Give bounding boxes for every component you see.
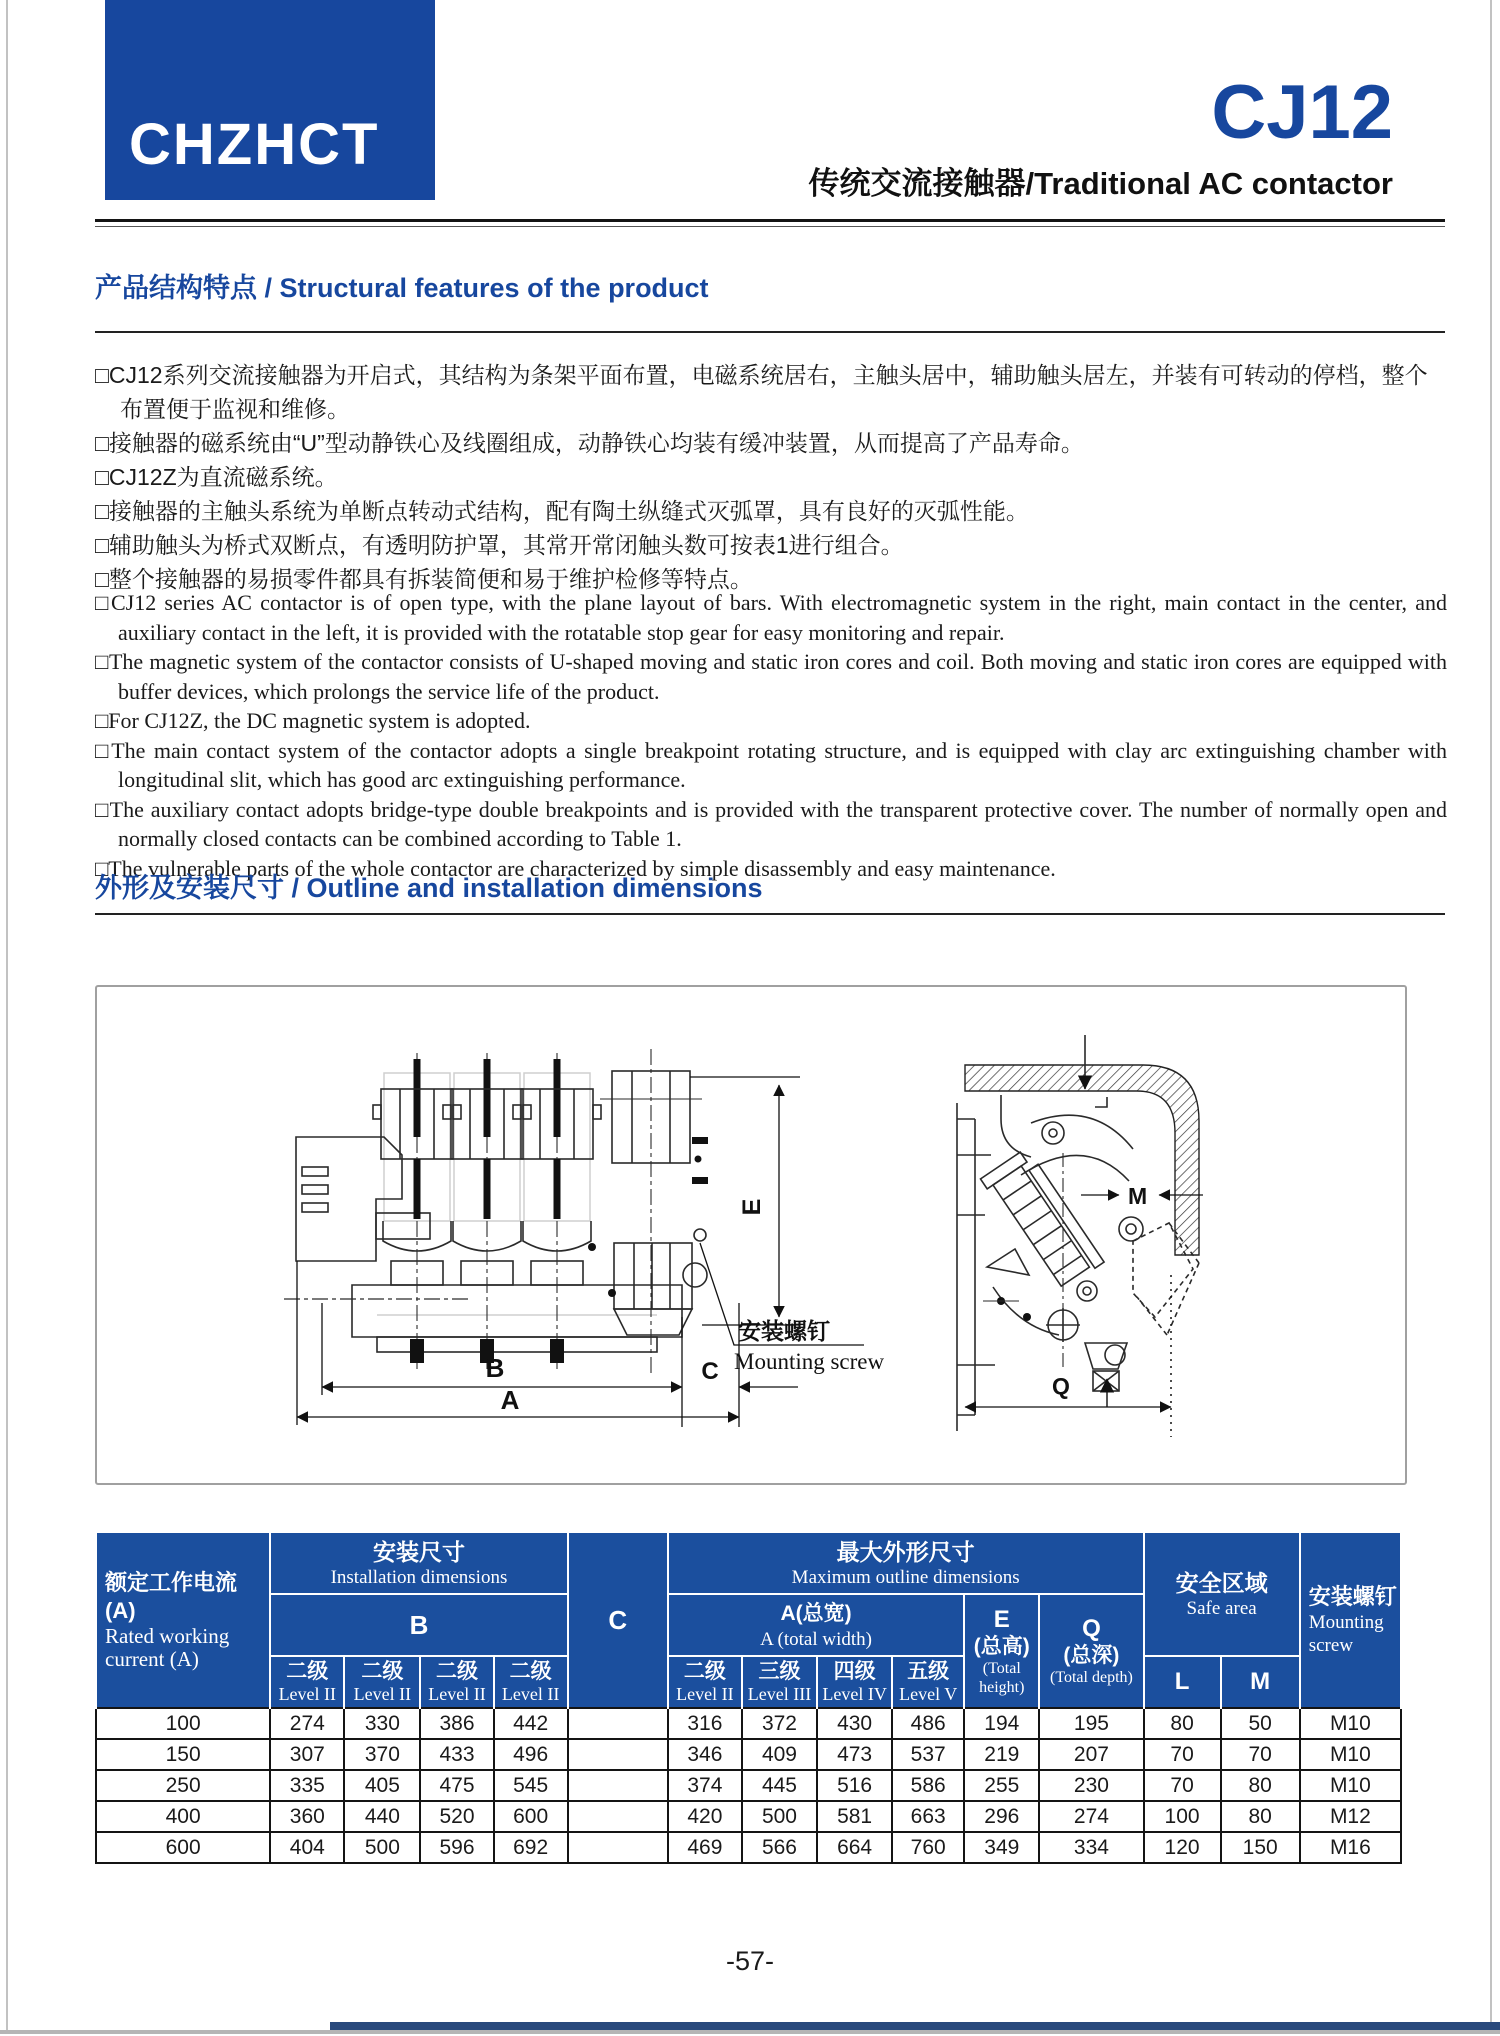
cell-a: 316 — [668, 1708, 742, 1739]
cell-q: 274 — [1039, 1801, 1143, 1832]
cell-a: 469 — [668, 1832, 742, 1863]
cell-l: 80 — [1144, 1708, 1221, 1739]
cell-a: 760 — [892, 1832, 964, 1863]
header-e-letter: E — [993, 1605, 1010, 1633]
header-divider — [95, 219, 1445, 227]
header-b-level-2 — [344, 1656, 420, 1708]
cell-b: 330 — [344, 1708, 420, 1739]
cell-a: 374 — [668, 1770, 742, 1801]
cell-b: 433 — [420, 1739, 493, 1770]
cell-a: 664 — [817, 1832, 892, 1863]
header-safe-area-zh: 安全区域 — [1175, 1569, 1268, 1596]
header-mounting-screw-zh: 安装螺钉 — [1308, 1584, 1397, 1609]
section-title-features: 产品结构特点 / Structural features of the product — [95, 273, 709, 303]
cell-a: 372 — [742, 1708, 817, 1739]
cell-c — [568, 1801, 668, 1832]
wall-hatch — [965, 1065, 1199, 1255]
header-max-outline — [668, 1532, 1144, 1594]
cell-current: 250 — [96, 1770, 270, 1801]
header-a-en: A (total width) — [760, 1628, 872, 1650]
page-edge-right — [1490, 0, 1492, 2032]
cell-b: 520 — [420, 1801, 493, 1832]
level-en: Level II — [278, 1684, 337, 1704]
table-row — [96, 1708, 1401, 1739]
cell-m: 50 — [1221, 1708, 1300, 1739]
mounting-screw-label-en: Mounting screw — [734, 1349, 885, 1374]
cell-b: 274 — [270, 1708, 344, 1739]
level-zh: 四级 — [833, 1660, 876, 1683]
section-title-dimensions: 外形及安装尺寸 / Outline and installation dimensions — [95, 873, 763, 903]
feature-bullet-en: □The main contact system of the contactor adopts a single breakpoint rotating structure, and is equipped with clay arc extinguishing chamber with longitudinal slit, which has good arc extinguishing performance. — [95, 737, 1447, 792]
level-zh: 三级 — [758, 1660, 801, 1683]
cell-b: 370 — [344, 1739, 420, 1770]
front-view-drawing — [282, 1047, 902, 1452]
header-m-letter: M — [1250, 1668, 1271, 1695]
cell-a: 586 — [892, 1770, 964, 1801]
level-en: Level II — [676, 1684, 734, 1704]
header-mounting-screw — [1300, 1532, 1401, 1708]
table-row — [96, 1739, 1401, 1770]
level-en: Level IV — [822, 1684, 887, 1704]
cell-b: 440 — [344, 1801, 420, 1832]
feature-bullet-zh: □接触器的主触头系统为单断点转动式结构，配有陶土纵缝式灭弧罩，具有良好的灭弧性能。 — [95, 498, 1029, 524]
cell-l: 120 — [1144, 1832, 1221, 1863]
header-max-outline-en: Maximum outline dimensions — [791, 1566, 1020, 1588]
header-installation-en: Installation dimensions — [330, 1566, 508, 1588]
cell-a: 486 — [892, 1708, 964, 1739]
feature-bullet-en: □The auxiliary contact adopts bridge-type double breakpoints and is provided with the transparent protective cover. The number of normally open and normally closed contacts can be combined according to Table 1. — [95, 796, 1447, 851]
header-b-level-1 — [270, 1656, 344, 1708]
header-a-level-2 — [668, 1656, 742, 1708]
header-q-en: (Total depth) — [1050, 1669, 1133, 1686]
cell-c — [568, 1739, 668, 1770]
cell-c — [568, 1770, 668, 1801]
cell-b: 500 — [344, 1832, 420, 1863]
level-zh: 二级 — [509, 1660, 552, 1683]
header-max-outline-zh: 最大外形尺寸 — [836, 1538, 975, 1565]
cell-b: 442 — [494, 1708, 568, 1739]
cell-l: 70 — [1144, 1739, 1221, 1770]
section-divider-dimensions — [95, 913, 1445, 915]
table-row — [96, 1801, 1401, 1832]
cell-e: 296 — [964, 1801, 1039, 1832]
header-safe-area-en: Safe area — [1186, 1597, 1257, 1619]
level-zh: 二级 — [286, 1660, 329, 1683]
header-b-level-4 — [494, 1656, 568, 1708]
cell-a: 537 — [892, 1739, 964, 1770]
header-safe-area — [1144, 1532, 1300, 1656]
product-subtitle: 传统交流接触器/Traditional AC contactor — [808, 166, 1393, 201]
cell-current: 400 — [96, 1801, 270, 1832]
cell-b: 386 — [420, 1708, 493, 1739]
cell-a: 500 — [742, 1801, 817, 1832]
cell-a: 581 — [817, 1801, 892, 1832]
header-col-b — [270, 1594, 567, 1656]
header-rated-current-zh: 额定工作电流(A) — [105, 1570, 238, 1623]
cell-screw: M10 — [1300, 1739, 1401, 1770]
product-model-title: CJ12 — [1211, 70, 1393, 155]
cell-c — [568, 1832, 668, 1863]
header-b-letter: B — [409, 1609, 429, 1640]
cell-b: 600 — [494, 1801, 568, 1832]
cell-b: 404 — [270, 1832, 344, 1863]
cell-b: 405 — [344, 1770, 420, 1801]
feature-bullet-en: □The vulnerable parts of the whole contactor are characterized by simple disassembly and easy maintenance. — [95, 855, 1056, 881]
feature-bullet-zh: □接触器的磁系统由“U”型动静铁心及线圈组成，动静铁心均装有缓冲装置，从而提高了产品寿命。 — [95, 430, 1084, 456]
mounting-screw-label-zh: 安装螺钉 — [738, 1318, 830, 1344]
cell-l: 70 — [1144, 1770, 1221, 1801]
level-zh: 五级 — [907, 1660, 950, 1683]
feature-bullet-en: □The magnetic system of the contactor consists of U-shaped moving and static iron cores and coil. Both moving and static iron cores are equipped with buffer devices, which prolongs the service life of the product. — [95, 649, 1447, 704]
cell-m: 70 — [1221, 1739, 1300, 1770]
cell-q: 230 — [1039, 1770, 1143, 1801]
cell-screw: M16 — [1300, 1832, 1401, 1863]
header-q-zh: (总深) — [1063, 1644, 1120, 1667]
cell-screw: M10 — [1300, 1770, 1401, 1801]
cell-e: 194 — [964, 1708, 1039, 1739]
cell-e: 255 — [964, 1770, 1039, 1801]
cell-current: 100 — [96, 1708, 270, 1739]
cell-a: 420 — [668, 1801, 742, 1832]
level-en: Level V — [899, 1684, 958, 1704]
feature-bullet-zh: □CJ12系列交流接触器为开启式，其结构为条架平面布置，电磁系统居右，主触头居中，辅助触头居左，并装有可转动的停档，整个布置便于监视和维修。 — [95, 362, 1428, 422]
cell-a: 516 — [817, 1770, 892, 1801]
feature-bullet-en: □CJ12 series AC contactor is of open type, with the plane layout of bars. With electromagnetic system in the right, main contact in the center, and auxiliary contact in the left, it is provided with the rotatable stop gear for easy monitoring and repair. — [95, 590, 1447, 645]
cell-b: 475 — [420, 1770, 493, 1801]
cell-a: 445 — [742, 1770, 817, 1801]
feature-bullet-zh: □CJ12Z为直流磁系统。 — [95, 464, 338, 490]
header-col-l — [1144, 1656, 1221, 1708]
cell-b: 360 — [270, 1801, 344, 1832]
cell-a: 473 — [817, 1739, 892, 1770]
cell-b: 596 — [420, 1832, 493, 1863]
cell-b: 545 — [494, 1770, 568, 1801]
cell-m: 150 — [1221, 1832, 1300, 1863]
level-en: Level II — [501, 1684, 560, 1704]
cell-screw: M10 — [1300, 1708, 1401, 1739]
header-a-level-4 — [817, 1656, 892, 1708]
dimension-lines — [297, 1077, 864, 1427]
dim-label-a: A — [500, 1385, 520, 1415]
dim-label-q: Q — [1052, 1373, 1070, 1399]
feature-bullet-zh: □整个接触器的易损零件都具有拆装简便和易于维护检修等特点。 — [95, 566, 753, 592]
dim-label-e: E — [738, 1198, 766, 1216]
header-col-e — [964, 1594, 1039, 1708]
level-zh: 二级 — [683, 1660, 726, 1683]
header-a-zh: A(总宽) — [780, 1601, 852, 1625]
level-zh: 二级 — [361, 1660, 404, 1683]
level-zh: 二级 — [436, 1660, 478, 1683]
header-a-level-5 — [892, 1656, 964, 1708]
level-en: Level II — [428, 1684, 486, 1704]
page-edge-bottom — [0, 2030, 1500, 2034]
contactor-front-linework — [284, 1049, 708, 1377]
dimensions-table — [95, 1531, 1402, 1864]
header-installation-zh: 安装尺寸 — [372, 1538, 465, 1565]
outline-drawing-panel — [95, 985, 1407, 1485]
cell-m: 80 — [1221, 1801, 1300, 1832]
feature-bullet-zh: □辅助触头为桥式双断点，有透明防护罩，其常开常闭触头数可按表1进行组合。 — [95, 532, 904, 558]
dim-label-m: M — [1128, 1183, 1148, 1209]
features-bullets-chinese — [95, 358, 1447, 596]
header-a-total-width — [668, 1594, 964, 1656]
header-rated-current — [96, 1532, 270, 1708]
cell-current: 150 — [96, 1739, 270, 1770]
cell-a: 346 — [668, 1739, 742, 1770]
cell-current: 600 — [96, 1832, 270, 1863]
cell-screw: M12 — [1300, 1801, 1401, 1832]
cell-b: 692 — [494, 1832, 568, 1863]
feature-bullet-en: □For CJ12Z, the DC magnetic system is adopted. — [95, 708, 531, 733]
header-col-c — [568, 1532, 668, 1708]
header-col-q — [1039, 1594, 1143, 1708]
level-en: Level II — [353, 1684, 412, 1704]
table-row — [96, 1770, 1401, 1801]
section-divider-features — [95, 331, 1445, 333]
cell-l: 100 — [1144, 1801, 1221, 1832]
brand-logo-text: CHZHCT — [129, 112, 380, 177]
header-l-letter: L — [1174, 1668, 1190, 1695]
header-rated-current-en: Rated working current (A) — [105, 1624, 230, 1671]
page-edge-left — [6, 0, 8, 2032]
cell-b: 335 — [270, 1770, 344, 1801]
side-view-drawing — [935, 1035, 1235, 1445]
page-number: -57- — [725, 1946, 774, 1976]
header-e-zh: (总高) — [973, 1634, 1030, 1658]
header-q-letter: Q — [1082, 1615, 1101, 1642]
cell-q: 334 — [1039, 1832, 1143, 1863]
header-col-m — [1221, 1656, 1300, 1708]
cell-c — [568, 1708, 668, 1739]
cell-e: 349 — [964, 1832, 1039, 1863]
table-row — [96, 1832, 1401, 1863]
cell-a: 430 — [817, 1708, 892, 1739]
header-a-level-3 — [742, 1656, 817, 1708]
dim-label-b: B — [485, 1353, 505, 1383]
header-c-letter: C — [608, 1604, 628, 1635]
dim-label-c: C — [701, 1358, 719, 1385]
cell-e: 219 — [964, 1739, 1039, 1770]
header-installation-dims — [270, 1532, 567, 1594]
cell-q: 207 — [1039, 1739, 1143, 1770]
brand-logo — [105, 0, 435, 200]
level-en: Level III — [747, 1684, 812, 1704]
cell-a: 663 — [892, 1801, 964, 1832]
cell-a: 409 — [742, 1739, 817, 1770]
cell-q: 195 — [1039, 1708, 1143, 1739]
header-e-en: (Total height) — [979, 1659, 1025, 1696]
cell-a: 566 — [742, 1832, 817, 1863]
cell-b: 307 — [270, 1739, 344, 1770]
cell-b: 496 — [494, 1739, 568, 1770]
cell-m: 80 — [1221, 1770, 1300, 1801]
header-b-level-3 — [420, 1656, 493, 1708]
header-mounting-screw-en: Mounting screw — [1308, 1612, 1384, 1656]
features-bullets-english — [95, 588, 1447, 883]
